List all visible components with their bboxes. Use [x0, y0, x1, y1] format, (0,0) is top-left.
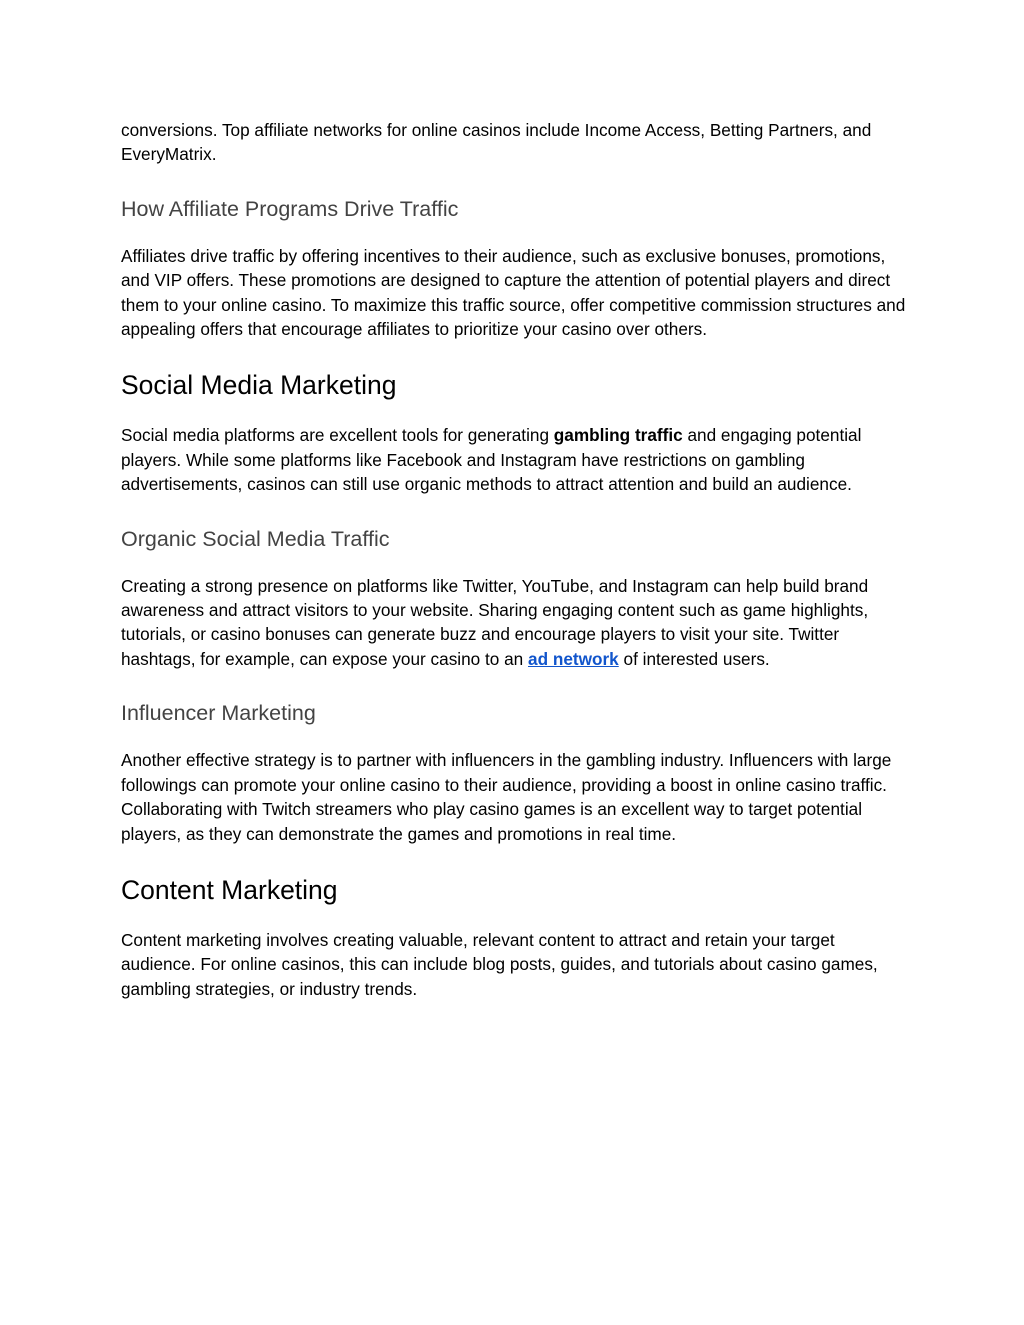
intro-paragraph: conversions. Top affiliate networks for online casinos include Income Access, Betting Partners, and EveryMatrix. [121, 120, 872, 165]
ad-network-link[interactable]: ad network [528, 648, 619, 669]
organic-paragraph [121, 574, 911, 672]
gambling-traffic-bold: gambling traffic [553, 425, 683, 446]
social-text-before: Social media platforms are excellent tools for generating [121, 425, 554, 446]
affiliate-heading: How Affiliate Programs Drive Traffic [121, 196, 459, 221]
social-text-after: and engaging potential players. While some platforms like Facebook and Instagram have restrictions on gambling advertisements, casinos can still use organic methods to attract attention and build an audience. [121, 425, 862, 495]
content-heading: Content Marketing [121, 874, 338, 905]
social-paragraph [121, 423, 911, 496]
organic-text-after: of interested users. [618, 648, 770, 669]
influencer-heading: Influencer Marketing [121, 701, 316, 726]
influencer-paragraph: Another effective strategy is to partner with influencers in the gambling industry. Influencers with large followings can promote your online casino to their audience, providing a boost in online casino traffic. Collaborating with Twitch streamers who play casino games is an excellent way to target potential players, as they can demonstrate the games and promotions in real time. [121, 750, 892, 844]
document-page [121, 118, 911, 1001]
organic-heading: Organic Social Media Traffic [121, 526, 390, 551]
affiliate-paragraph: Affiliates drive traffic by offering incentives to their audience, such as exclusive bonuses, promotions, and VIP offers. These promotions are designed to capture the attention of potential players and direct them to your online casino. To maximize this traffic source, offer competitive commission structures and appealing offers that encourage affiliates to prioritize your casino over others. [121, 245, 906, 340]
content-paragraph: Content marketing involves creating valuable, relevant content to attract and retain your target audience. For online casinos, this can include blog posts, guides, and tutorials about casino games, gambling strategies, or industry trends. [121, 929, 878, 999]
social-heading: Social Media Marketing [121, 370, 397, 401]
organic-text-before: Creating a strong presence on platforms like Twitter, YouTube, and Instagram can help build brand awareness and attract visitors to your website. Sharing engaging content such as game highlights, tutorials, or casino bonuses can generate buzz and encourage players to visit your site. Twitter hashtags, for example, can expose your casino to an [121, 575, 869, 669]
